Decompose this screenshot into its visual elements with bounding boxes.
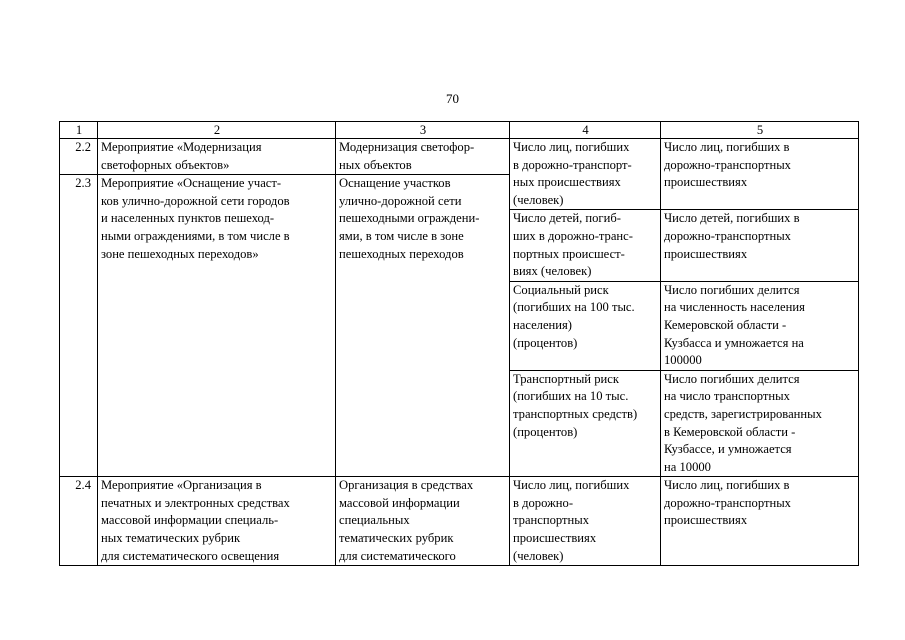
header-col-2: 2 xyxy=(98,122,336,139)
event-content: Оснащение участков улично-дорожной сети пешеходными ограждени- ями, в том числе в зоне пешеходных переходов xyxy=(336,175,510,477)
indicator-method: Число погибших делится на число транспортных средств, зарегистрированных в Кемеровской области - Кузбассе, и умножается на 10000 xyxy=(661,370,859,477)
event-name: Мероприятие «Модернизация светофорных объектов» xyxy=(98,139,336,175)
table-row-2-2 xyxy=(60,139,859,175)
row-number: 2.2 xyxy=(60,139,98,175)
indicator-method: Число детей, погибших в дорожно-транспортных происшествиях xyxy=(661,210,859,281)
indicator-name: Число лиц, погибших в дорожно- транспортных происшествиях (человек) xyxy=(510,477,661,566)
indicator-method: Число лиц, погибших в дорожно-транспортных происшествиях xyxy=(661,139,859,210)
indicator-method: Число лиц, погибших в дорожно-транспортных происшествиях xyxy=(661,477,859,566)
indicator-name: Социальный риск (погибших на 100 тыс. населения) (процентов) xyxy=(510,281,661,370)
events-table xyxy=(59,121,859,566)
event-content: Организация в средствах массовой информации специальных тематических рубрик для систематического xyxy=(336,477,510,566)
header-col-4: 4 xyxy=(510,122,661,139)
row-number: 2.4 xyxy=(60,477,98,566)
event-name: Мероприятие «Оснащение участ- ков улично-дорожной сети городов и населенных пунктов пешеход- ными ограждениями, в том числе в зоне пешеходных переходов» xyxy=(98,175,336,477)
table-row-2-4 xyxy=(60,477,859,566)
header-row xyxy=(60,122,859,139)
row-number: 2.3 xyxy=(60,175,98,477)
event-content: Модернизация светофор- ных объектов xyxy=(336,139,510,175)
indicator-name: Число детей, погиб- ших в дорожно-транс- портных происшест- виях (человек) xyxy=(510,210,661,281)
page-number: 70 xyxy=(446,91,459,106)
event-name: Мероприятие «Организация в печатных и электронных средствах массовой информации специаль- ных тематических рубрик для систематического освещения xyxy=(98,477,336,566)
indicator-name: Транспортный риск (погибших на 10 тыс. транспортных средств) (процентов) xyxy=(510,370,661,477)
indicator-name: Число лиц, погибших в дорожно-транспорт- ных происшествиях (человек) xyxy=(510,139,661,210)
indicator-method: Число погибших делится на численность населения Кемеровской области - Кузбасса и умножается на 100000 xyxy=(661,281,859,370)
header-col-1: 1 xyxy=(60,122,98,139)
header-col-5: 5 xyxy=(661,122,859,139)
header-col-3: 3 xyxy=(336,122,510,139)
